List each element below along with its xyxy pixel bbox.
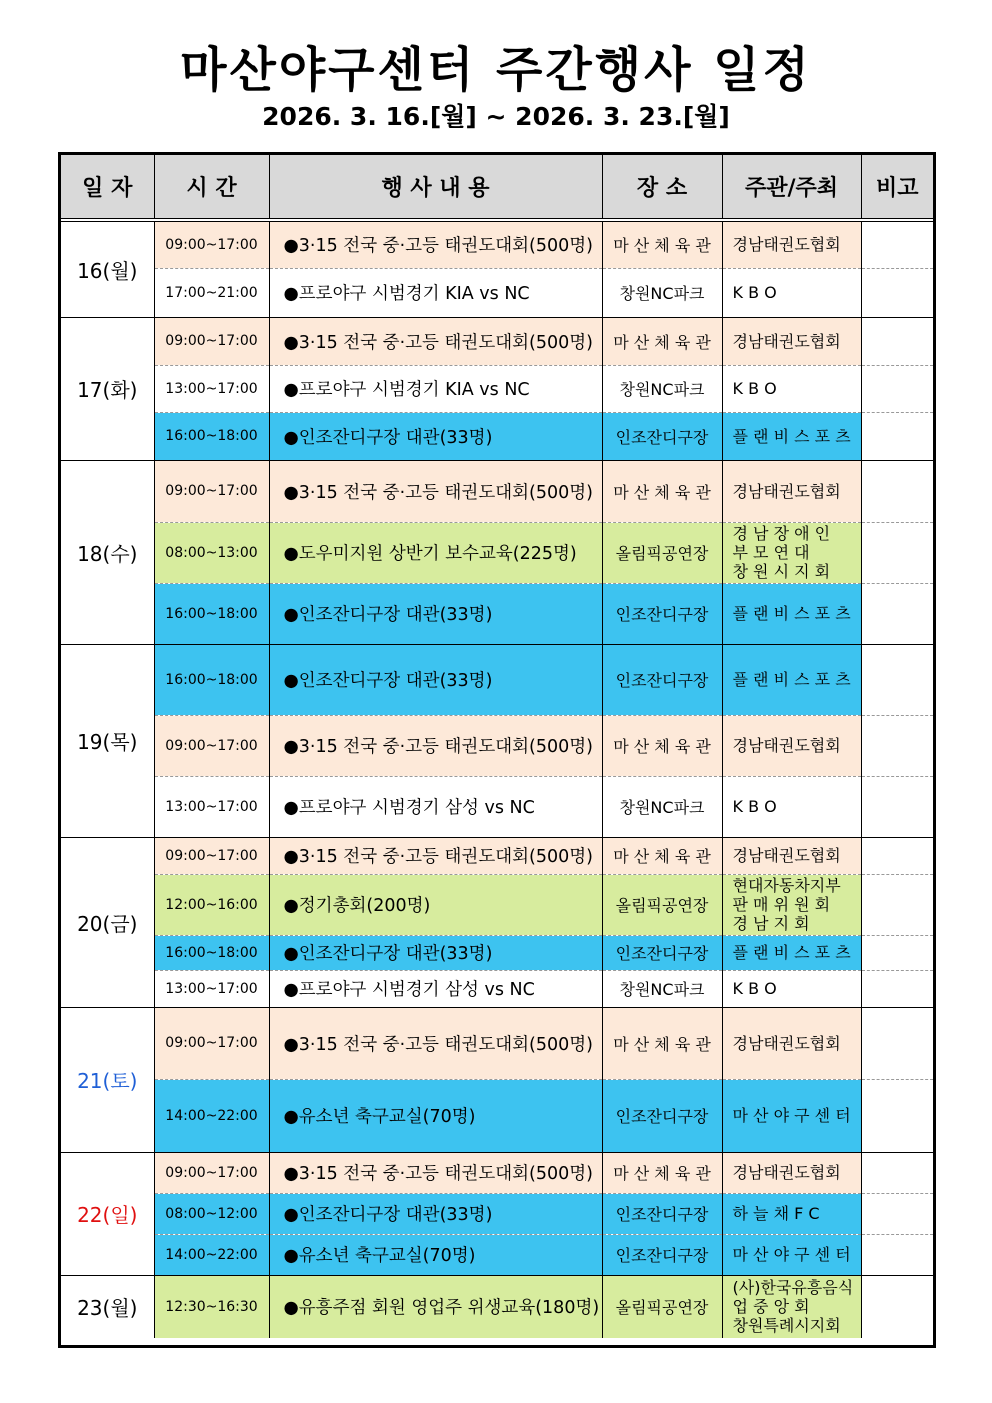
event-place: 창원NC파크 [602,268,722,317]
event-host-line: 플 랜 비 스 포 츠 [732,604,851,623]
event-place: 마 산 체 육 관 [602,837,722,874]
schedule-period: 2026. 3. 16.[월] ~ 2026. 3. 23.[월] [262,102,730,131]
event-host [722,522,861,583]
event-content: ●3·15 전국 중·고등 태권도대회(500명) [269,837,602,874]
event-time: 13:00~17:00 [154,970,269,1007]
event-time: 16:00~18:00 [154,935,269,970]
event-note [861,317,933,365]
event-place: 인조잔디구장 [602,935,722,970]
event-host-line: K B O [732,797,777,816]
event-host [722,837,861,874]
schedule-row [61,1152,933,1193]
column-header-date: 일 자 [61,155,154,220]
page-title: 마산야구센터 주간행사 일정 [180,42,812,98]
schedule-body [61,220,933,1338]
event-time: 13:00~17:00 [154,365,269,412]
event-place: 마 산 체 육 관 [602,1152,722,1193]
event-place: 창원NC파크 [602,365,722,412]
event-note [861,522,933,583]
event-content: ●인조잔디구장 대관(33명) [269,1193,602,1234]
column-header-time: 시 간 [154,155,269,220]
event-note [861,644,933,715]
event-note [861,583,933,644]
event-place: 올림픽공연장 [602,522,722,583]
schedule-row [61,412,933,460]
event-time: 09:00~17:00 [154,837,269,874]
event-content: ●프로야구 시범경기 삼성 vs NC [269,776,602,837]
event-host [722,268,861,317]
event-content: ●인조잔디구장 대관(33명) [269,644,602,715]
event-content: ●인조잔디구장 대관(33명) [269,935,602,970]
event-host-line: 경남태권도협회 [732,736,841,755]
event-host [722,715,861,776]
event-content: ●3·15 전국 중·고등 태권도대회(500명) [269,460,602,522]
event-place: 마 산 체 육 관 [602,1007,722,1079]
event-time: 09:00~17:00 [154,460,269,522]
schedule-row [61,715,933,776]
schedule-row [61,268,933,317]
event-note [861,715,933,776]
event-note [861,1079,933,1152]
event-host-line: 업 중 앙 회 [732,1297,810,1317]
event-host [722,412,861,460]
event-place: 인조잔디구장 [602,1079,722,1152]
event-host-line: 현대자동차지부 [732,876,841,895]
event-note [861,1275,933,1338]
event-note [861,412,933,460]
event-host [722,583,861,644]
schedule-row [61,1234,933,1275]
event-host [722,935,861,970]
event-time: 08:00~12:00 [154,1193,269,1234]
event-place: 마 산 체 육 관 [602,715,722,776]
schedule-row [61,220,933,268]
event-host-line: 부 모 연 대 [732,543,810,562]
event-place: 마 산 체 육 관 [602,460,722,522]
event-host [722,776,861,837]
event-time: 12:00~16:00 [154,874,269,935]
day-label: 20(금) [61,837,154,1007]
schedule-row [61,644,933,715]
event-time: 14:00~22:00 [154,1234,269,1275]
event-time: 16:00~18:00 [154,412,269,460]
event-place: 인조잔디구장 [602,1193,722,1234]
event-content: ●유흥주점 회원 영업주 위생교육(180명) [269,1275,602,1338]
event-host-line: K B O [732,379,777,398]
event-content: ●프로야구 시범경기 KIA vs NC [269,365,602,412]
event-content: ●3·15 전국 중·고등 태권도대회(500명) [269,715,602,776]
event-host [722,365,861,412]
event-content: ●3·15 전국 중·고등 태권도대회(500명) [269,1152,602,1193]
event-host-line: 마 산 야 구 센 터 [732,1106,851,1125]
event-note [861,1007,933,1079]
event-host-line: 경남태권도협회 [732,1033,841,1053]
event-note [861,1152,933,1193]
event-time: 09:00~17:00 [154,715,269,776]
schedule-row [61,460,933,522]
column-header-place: 장 소 [602,155,722,220]
schedule-row [61,776,933,837]
event-host-line: 경 남 장 애 인 [732,524,831,543]
day-label: 19(목) [61,644,154,837]
event-note [861,935,933,970]
header-row [61,155,933,220]
event-note [861,837,933,874]
event-content: ●인조잔디구장 대관(33명) [269,583,602,644]
column-header-event: 행 사 내 용 [269,155,602,220]
day-label: 21(토) [61,1007,154,1152]
event-host-line: 마 산 야 구 센 터 [732,1245,851,1264]
event-content: ●정기총회(200명) [269,874,602,935]
column-header-host: 주관/주최 [722,155,861,220]
event-host-line: 하 늘 채 F C [732,1204,820,1223]
event-host-line: 판 매 위 원 회 [732,895,831,914]
day-label: 17(화) [61,317,154,460]
event-host-line: 플 랜 비 스 포 츠 [732,670,851,689]
schedule-row [61,1275,933,1338]
event-note [861,268,933,317]
schedule-row [61,522,933,583]
event-host-line: (사)한국유흥음식 [732,1278,854,1298]
schedule-table [61,155,933,1338]
event-time: 16:00~18:00 [154,644,269,715]
event-content: ●유소년 축구교실(70명) [269,1079,602,1152]
event-content: ●3·15 전국 중·고등 태권도대회(500명) [269,220,602,268]
event-host-line: 창 원 시 지 회 [732,562,831,581]
day-label: 18(수) [61,460,154,644]
event-content: ●프로야구 시범경기 KIA vs NC [269,268,602,317]
event-place: 인조잔디구장 [602,583,722,644]
event-time: 16:00~18:00 [154,583,269,644]
column-header-note: 비고 [861,155,933,220]
event-note [861,365,933,412]
event-note [861,1234,933,1275]
event-host [722,460,861,522]
event-host [722,317,861,365]
event-note [861,776,933,837]
schedule-row [61,874,933,935]
event-host [722,874,861,935]
event-note [861,460,933,522]
event-host [722,220,861,268]
event-time: 13:00~17:00 [154,776,269,837]
schedule-row [61,1193,933,1234]
event-content: ●3·15 전국 중·고등 태권도대회(500명) [269,317,602,365]
event-host [722,1007,861,1079]
event-place: 인조잔디구장 [602,644,722,715]
event-host [722,1234,861,1275]
day-label: 16(월) [61,220,154,317]
event-host-line: 경남태권도협회 [732,1163,841,1182]
event-time: 09:00~17:00 [154,1152,269,1193]
schedule-row [61,970,933,1007]
event-host-line: 경남태권도협회 [732,331,841,351]
event-host-line: 플 랜 비 스 포 츠 [732,426,851,446]
event-place: 올림픽공연장 [602,874,722,935]
event-content: ●유소년 축구교실(70명) [269,1234,602,1275]
event-content: ●도우미지원 상반기 보수교육(225명) [269,522,602,583]
event-host [722,644,861,715]
event-host-line: 경남태권도협회 [732,235,841,255]
day-label: 23(월) [61,1275,154,1338]
schedule-row [61,317,933,365]
event-host-line: 경남태권도협회 [732,846,841,865]
event-place: 창원NC파크 [602,776,722,837]
day-label: 22(일) [61,1152,154,1275]
event-host [722,1079,861,1152]
event-host [722,970,861,1007]
event-host-line: K B O [732,979,777,998]
event-time: 08:00~13:00 [154,522,269,583]
schedule-row [61,365,933,412]
event-host-line: 경 남 지 회 [732,914,810,933]
event-note [861,1193,933,1234]
event-host [722,1152,861,1193]
event-note [861,220,933,268]
event-host [722,1275,861,1338]
event-time: 14:00~22:00 [154,1079,269,1152]
event-content: ●3·15 전국 중·고등 태권도대회(500명) [269,1007,602,1079]
schedule-table-frame [58,152,936,1348]
event-place: 인조잔디구장 [602,412,722,460]
event-time: 17:00~21:00 [154,268,269,317]
schedule-row [61,837,933,874]
event-host-line: 경남태권도협회 [732,481,841,501]
event-host-line: 플 랜 비 스 포 츠 [732,943,851,962]
schedule-row [61,583,933,644]
event-host-line: 창원특례시지회 [732,1316,841,1336]
event-time: 09:00~17:00 [154,220,269,268]
event-content: ●인조잔디구장 대관(33명) [269,412,602,460]
schedule-row [61,1079,933,1152]
event-note [861,874,933,935]
event-place: 인조잔디구장 [602,1234,722,1275]
event-time: 09:00~17:00 [154,1007,269,1079]
event-host-line: K B O [732,283,777,302]
event-time: 09:00~17:00 [154,317,269,365]
event-host [722,1193,861,1234]
schedule-row [61,1007,933,1079]
event-time: 12:30~16:30 [154,1275,269,1338]
event-note [861,970,933,1007]
event-content: ●프로야구 시범경기 삼성 vs NC [269,970,602,1007]
schedule-row [61,935,933,970]
event-place: 올림픽공연장 [602,1275,722,1338]
event-place: 마 산 체 육 관 [602,220,722,268]
event-place: 마 산 체 육 관 [602,317,722,365]
event-place: 창원NC파크 [602,970,722,1007]
